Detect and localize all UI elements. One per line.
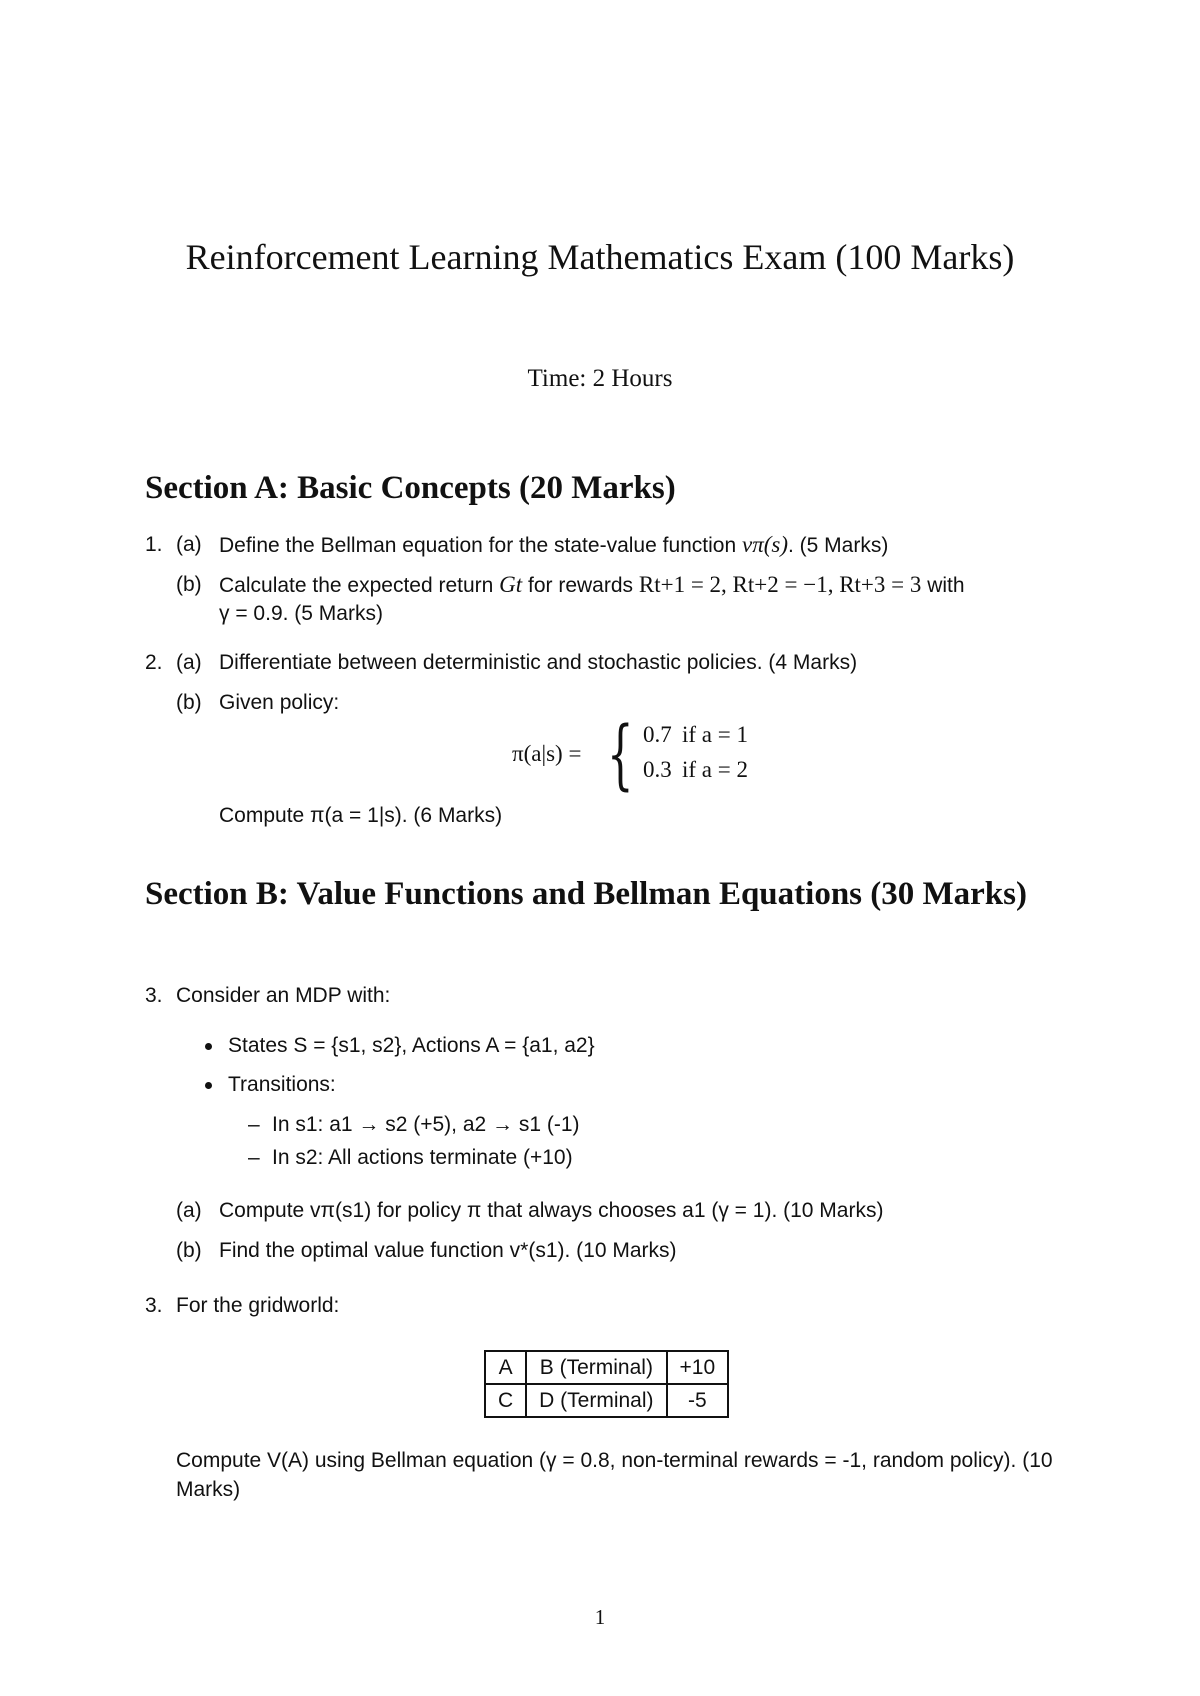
gridworld-question: Compute V(A) using Bellman equation (γ = 0.8, non-terminal rewards = -1, random policy). (10 Marks)	[176, 1449, 1053, 1501]
policy-case-2-condition: if a = 2	[682, 757, 748, 782]
grid-cell: +10	[667, 1351, 729, 1384]
policy-brace-icon: {	[607, 709, 634, 798]
question-1b-rewards-lead: for rewards	[522, 574, 639, 597]
question-1a-marks: . (5 Marks)	[788, 534, 889, 557]
mdp-states-actions: States S = {s1, s2}, Actions A = {a1, a2}	[228, 1034, 595, 1057]
grid-cell: C	[485, 1384, 526, 1417]
question-3a-label: (a)	[176, 1199, 202, 1222]
mdp-transitions-label: Transitions:	[228, 1073, 336, 1096]
dash-icon: –	[248, 1113, 260, 1136]
question-2a-label: (a)	[176, 651, 202, 674]
transition-s1: In s1: a1 → s2 (+5), a2 → s1 (-1)	[272, 1113, 580, 1136]
dash-icon: –	[248, 1146, 260, 1169]
table-row	[485, 1384, 728, 1417]
question-3b-label: (b)	[176, 1239, 202, 1262]
section-a-heading: Section A: Basic Concepts (20 Marks)	[145, 470, 676, 506]
policy-lhs: π(a|s) =	[512, 741, 582, 766]
policy-case-1-condition: if a = 1	[682, 722, 748, 747]
grid-cell: -5	[667, 1384, 729, 1417]
question-1b-text	[219, 570, 965, 600]
question-1b-label: (b)	[176, 573, 202, 596]
question-3-number: 3.	[145, 984, 163, 1007]
question-1b-with: with	[921, 574, 965, 597]
exam-title: Reinforcement Learning Mathematics Exam (100 Marks)	[185, 237, 1015, 277]
question-3a-text: Compute vπ(s1) for policy π that always chooses a1 (γ = 1). (10 Marks)	[219, 1199, 884, 1222]
question-1a-text	[219, 530, 888, 560]
grid-cell: B (Terminal)	[526, 1351, 666, 1384]
question-2b-label: (b)	[176, 691, 202, 714]
question-1b-prompt: Calculate the expected return	[219, 574, 500, 597]
expected-return-symbol: Gt	[499, 572, 523, 597]
policy-case-2-value: 0.3	[643, 757, 672, 782]
state-value-function: vπ(s)	[742, 532, 788, 557]
gridworld-table	[484, 1350, 729, 1418]
exam-time: Time: 2 Hours	[527, 365, 673, 392]
section-b-heading: Section B: Value Functions and Bellman Equations (30 Marks)	[145, 876, 1027, 912]
question-2-number: 2.	[145, 651, 163, 674]
question-2b-compute: Compute π(a = 1|s). (6 Marks)	[219, 804, 503, 827]
bullet-icon	[205, 1043, 212, 1050]
question-1a-prompt: Define the Bellman equation for the state-value function	[219, 534, 742, 557]
question-3b-text: Find the optimal value function v*(s1). (10 Marks)	[219, 1239, 677, 1262]
page-number: 1	[594, 1605, 606, 1629]
question-2b-text: Given policy:	[219, 691, 340, 714]
question-2a-text: Differentiate between deterministic and stochastic policies. (4 Marks)	[219, 651, 858, 674]
question-1b-discount: γ = 0.9. (5 Marks)	[219, 602, 383, 625]
question-3-text: Consider an MDP with:	[176, 984, 391, 1007]
question-3-gridworld-text: For the gridworld:	[176, 1294, 340, 1317]
question-3-gridworld-number: 3.	[145, 1294, 163, 1317]
question-1a-label: (a)	[176, 533, 202, 556]
reward-values: Rt+1 = 2, Rt+2 = −1, Rt+3 = 3	[638, 572, 922, 597]
grid-cell: A	[485, 1351, 526, 1384]
transition-s2: In s2: All actions terminate (+10)	[272, 1146, 573, 1169]
policy-case-1-value: 0.7	[643, 722, 672, 747]
grid-cell: D (Terminal)	[526, 1384, 666, 1417]
table-row	[485, 1351, 728, 1384]
bullet-icon	[205, 1082, 212, 1089]
question-1-number: 1.	[145, 533, 163, 556]
